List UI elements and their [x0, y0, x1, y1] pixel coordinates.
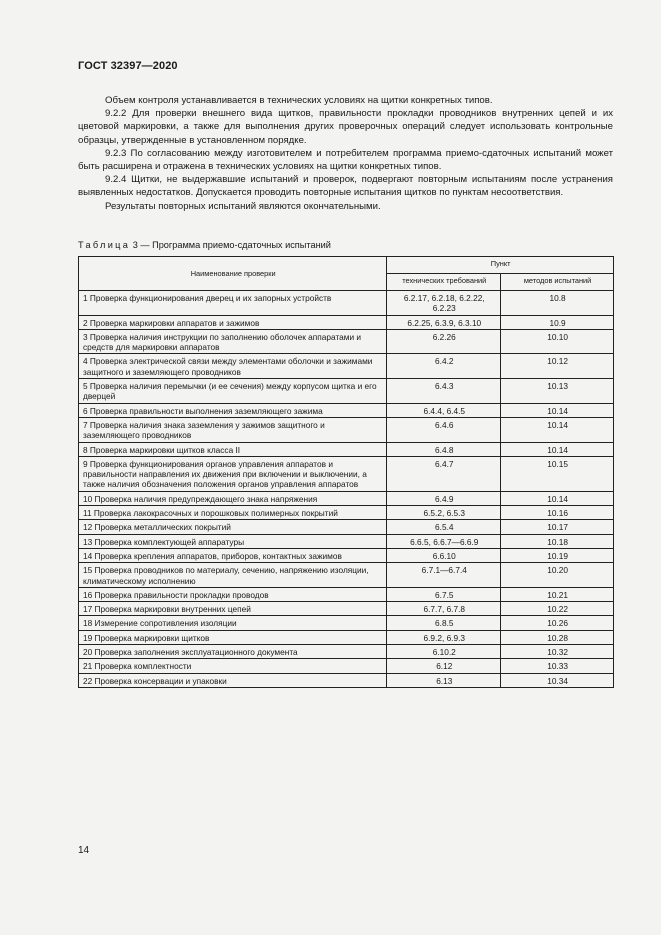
cell-test-method: 10.13 — [501, 379, 614, 404]
table-caption-label: Таблица — [78, 240, 131, 250]
cell-test-method: 10.33 — [501, 659, 614, 673]
cell-tech-requirements: 6.6.5, 6.6.7—6.6.9 — [387, 534, 501, 548]
table-row — [79, 534, 614, 548]
cell-test-method: 10.14 — [501, 417, 614, 442]
cell-test-method: 10.14 — [501, 442, 614, 456]
cell-tech-requirements: 6.2.25, 6.3.9, 6.3.10 — [387, 315, 501, 329]
table-row — [79, 645, 614, 659]
cell-test-method: 10.14 — [501, 403, 614, 417]
cell-tech-requirements: 6.4.3 — [387, 379, 501, 404]
cell-tech-requirements: 6.4.6 — [387, 417, 501, 442]
cell-tech-requirements: 6.13 — [387, 673, 501, 687]
column-header-tech-requirements: технических требований — [387, 274, 501, 291]
table-row — [79, 354, 614, 379]
table-caption — [78, 240, 331, 250]
paragraph: Объем контроля устанавливается в технических условиях на щитки конкретных типов. — [105, 95, 493, 106]
table-row — [79, 315, 614, 329]
table-caption-title: 3 — Программа приемо-сдаточных испытаний — [132, 240, 331, 250]
cell-test-method: 10.16 — [501, 506, 614, 520]
cell-tech-requirements: 6.7.5 — [387, 587, 501, 601]
cell-tech-requirements: 6.12 — [387, 659, 501, 673]
cell-tech-requirements: 6.4.8 — [387, 442, 501, 456]
cell-test-method: 10.32 — [501, 645, 614, 659]
table-row — [79, 659, 614, 673]
cell-test-method: 10.20 — [501, 563, 614, 588]
cell-check-name: 1 Проверка функционирования дверец и их запорных устройств — [79, 291, 387, 316]
paragraph: Результаты повторных испытаний являются окончательными. — [105, 200, 381, 212]
cell-check-name: 3 Проверка наличия инструкции по заполнению оболочек аппаратами и средств для маркировки аппаратов — [79, 329, 387, 354]
paragraph: 9.2.4 Щитки, не выдержавшие испытаний и проверок, подвергают повторным испытаниям после устранения выявленных недостатков. Допускается проводить повторные испытания щитков по пунктам несоответствия. — [78, 174, 613, 199]
paragraph: 9.2.3 По согласованию между изготовителем и потребителем программа приемо-сдаточных испытаний может быть расширена и отражена в технических условиях на щитки конкретных типов. — [78, 147, 613, 173]
table-row — [79, 491, 614, 505]
table-row — [79, 602, 614, 616]
cell-test-method: 10.12 — [501, 354, 614, 379]
cell-test-method: 10.26 — [501, 616, 614, 630]
table-row — [79, 506, 614, 520]
body-text — [78, 94, 613, 213]
cell-test-method: 10.19 — [501, 548, 614, 562]
cell-tech-requirements: 6.2.17, 6.2.18, 6.2.22, 6.2.23 — [387, 291, 501, 316]
table-row — [79, 379, 614, 404]
cell-check-name: 7 Проверка наличия знака заземления у зажимов защитного и заземляющего проводников — [79, 417, 387, 442]
cell-check-name: 19 Проверка маркировки щитков — [79, 630, 387, 644]
cell-tech-requirements: 6.4.9 — [387, 491, 501, 505]
column-header-clause: Пункт — [387, 257, 614, 274]
page-header: ГОСТ 32397—2020 — [78, 60, 178, 72]
cell-test-method: 10.9 — [501, 315, 614, 329]
column-header-name: Наименование проверки — [79, 257, 387, 291]
cell-check-name: 15 Проверка проводников по материалу, сечению, напряжению изоляции, климатическому исполнению — [79, 563, 387, 588]
table-row — [79, 442, 614, 456]
cell-check-name: 6 Проверка правильности выполнения заземляющего зажима — [79, 403, 387, 417]
cell-tech-requirements: 6.4.7 — [387, 456, 501, 491]
cell-test-method: 10.18 — [501, 534, 614, 548]
cell-tech-requirements: 6.5.4 — [387, 520, 501, 534]
cell-test-method: 10.14 — [501, 491, 614, 505]
cell-test-method: 10.34 — [501, 673, 614, 687]
cell-tech-requirements: 6.5.2, 6.5.3 — [387, 506, 501, 520]
table-row — [79, 520, 614, 534]
cell-tech-requirements: 6.9.2, 6.9.3 — [387, 630, 501, 644]
table-row — [79, 456, 614, 491]
cell-tech-requirements: 6.7.1—6.7.4 — [387, 563, 501, 588]
cell-tech-requirements: 6.7.7, 6.7.8 — [387, 602, 501, 616]
column-header-test-methods: методов испытаний — [501, 274, 614, 291]
cell-check-name: 12 Проверка металлических покрытий — [79, 520, 387, 534]
cell-check-name: 4 Проверка электрической связи между элементами оболочки и зажимами защитного и заземляющего проводников — [79, 354, 387, 379]
cell-check-name: 10 Проверка наличия предупреждающего знака напряжения — [79, 491, 387, 505]
table-row — [79, 291, 614, 316]
cell-test-method: 10.22 — [501, 602, 614, 616]
cell-test-method: 10.15 — [501, 456, 614, 491]
test-program-table — [78, 256, 614, 688]
table-row — [79, 630, 614, 644]
table-row — [79, 616, 614, 630]
cell-check-name: 5 Проверка наличия перемычки (и ее сечения) между корпусом щитка и его дверцей — [79, 379, 387, 404]
table-row — [79, 563, 614, 588]
table-row — [79, 548, 614, 562]
cell-check-name: 11 Проверка лакокрасочных и порошковых полимерных покрытий — [79, 506, 387, 520]
page-number: 14 — [78, 845, 90, 856]
table-row — [79, 673, 614, 687]
table-row — [79, 587, 614, 601]
cell-check-name: 9 Проверка функционирования органов управления аппаратов и правильности направления их движения при включении и выключении, а также наличия обозначения положения органов управления аппаратов — [79, 456, 387, 491]
table-row — [79, 403, 614, 417]
cell-check-name: 22 Проверка консервации и упаковки — [79, 673, 387, 687]
cell-tech-requirements: 6.10.2 — [387, 645, 501, 659]
cell-test-method: 10.17 — [501, 520, 614, 534]
cell-check-name: 20 Проверка заполнения эксплуатационного документа — [79, 645, 387, 659]
cell-check-name: 13 Проверка комплектующей аппаратуры — [79, 534, 387, 548]
cell-check-name: 17 Проверка маркировки внутренних цепей — [79, 602, 387, 616]
cell-check-name: 2 Проверка маркировки аппаратов и зажимов — [79, 315, 387, 329]
cell-check-name: 18 Измерение сопротивления изоляции — [79, 616, 387, 630]
cell-tech-requirements: 6.6.10 — [387, 548, 501, 562]
cell-test-method: 10.8 — [501, 291, 614, 316]
cell-test-method: 10.10 — [501, 329, 614, 354]
paragraph: 9.2.2 Для проверки внешнего вида щитков, правильности прокладки проводников внутренних цепей и их цветовой маркировки, а также для выполнения других проверочных операций следует использовать контрольные образцы, утвержденные в установленном порядке. — [78, 108, 613, 146]
cell-check-name: 8 Проверка маркировки щитков класса II — [79, 442, 387, 456]
cell-test-method: 10.21 — [501, 587, 614, 601]
cell-check-name: 21 Проверка комплектности — [79, 659, 387, 673]
cell-tech-requirements: 6.4.2 — [387, 354, 501, 379]
table-row — [79, 329, 614, 354]
table-body — [79, 291, 614, 688]
cell-tech-requirements: 6.4.4, 6.4.5 — [387, 403, 501, 417]
cell-tech-requirements: 6.8.5 — [387, 616, 501, 630]
cell-test-method: 10.28 — [501, 630, 614, 644]
cell-check-name: 16 Проверка правильности прокладки проводов — [79, 587, 387, 601]
cell-check-name: 14 Проверка крепления аппаратов, приборов, контактных зажимов — [79, 548, 387, 562]
table-row — [79, 417, 614, 442]
cell-tech-requirements: 6.2.26 — [387, 329, 501, 354]
